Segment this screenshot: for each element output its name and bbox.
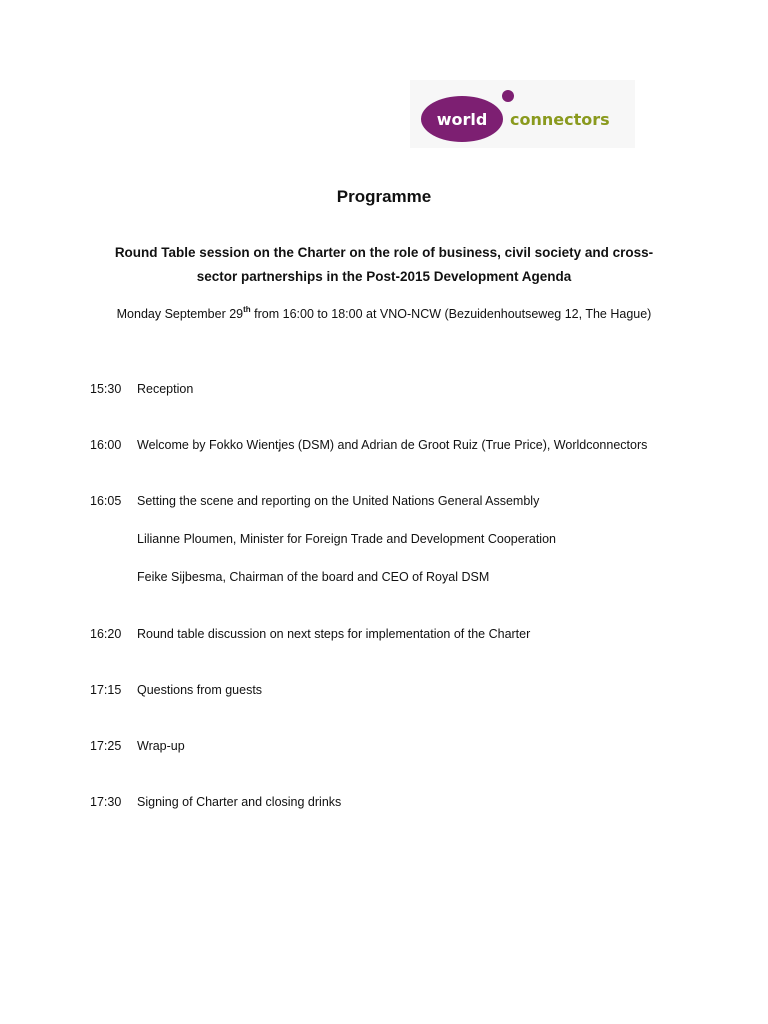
subtitle (84, 241, 684, 289)
date-superscript: th (243, 305, 251, 314)
agenda-text: Reception (137, 382, 194, 396)
date-suffix: from 16:00 to 18:00 at VNO-NCW (Bezuidenhoutseweg 12, The Hague) (250, 307, 652, 322)
agenda-time: 17:15 (90, 683, 122, 697)
agenda-text: Signing of Charter and closing drinks (137, 795, 342, 809)
agenda-time: 15:30 (90, 382, 122, 396)
agenda-text: Questions from guests (137, 683, 263, 697)
agenda-time: 16:05 (90, 494, 122, 508)
agenda-item (90, 683, 730, 697)
page-title: Programme (336, 187, 432, 206)
logo-dot (502, 90, 514, 102)
subtitle-line-2: sector partnerships in the Post-2015 Development Agenda (196, 269, 572, 284)
agenda-time: 17:25 (90, 739, 122, 753)
event-date-line (0, 306, 768, 321)
logo-text-connectors: connectors (510, 110, 610, 129)
agenda-item (90, 627, 730, 641)
agenda-time: 16:00 (90, 438, 122, 452)
worldconnectors-logo (410, 80, 635, 148)
agenda-time: 17:30 (90, 795, 122, 809)
date-prefix: Monday September 29 (116, 307, 244, 322)
agenda-item (90, 494, 730, 508)
agenda-text: Wrap-up (137, 739, 185, 753)
agenda-item (90, 795, 730, 809)
agenda-text: Welcome by Fokko Wientjes (DSM) and Adrian de Groot Ruiz (True Price), Worldconnectors (137, 438, 648, 452)
agenda-item (90, 739, 730, 753)
agenda-item (90, 438, 730, 452)
speaker-line: Feike Sijbesma, Chairman of the board and CEO of Royal DSM (137, 570, 490, 584)
agenda-text: Round table discussion on next steps for implementation of the Charter (137, 627, 531, 641)
logo-text-world: world (436, 110, 488, 129)
agenda-item (90, 382, 730, 396)
speaker-line: Lilianne Ploumen, Minister for Foreign Trade and Development Cooperation (137, 532, 556, 546)
agenda-time: 16:20 (90, 627, 122, 641)
logo-graphic (410, 80, 635, 148)
subtitle-line-1: Round Table session on the Charter on the role of business, civil society and cross- (114, 245, 654, 260)
agenda-text: Setting the scene and reporting on the United Nations General Assembly (137, 494, 540, 508)
